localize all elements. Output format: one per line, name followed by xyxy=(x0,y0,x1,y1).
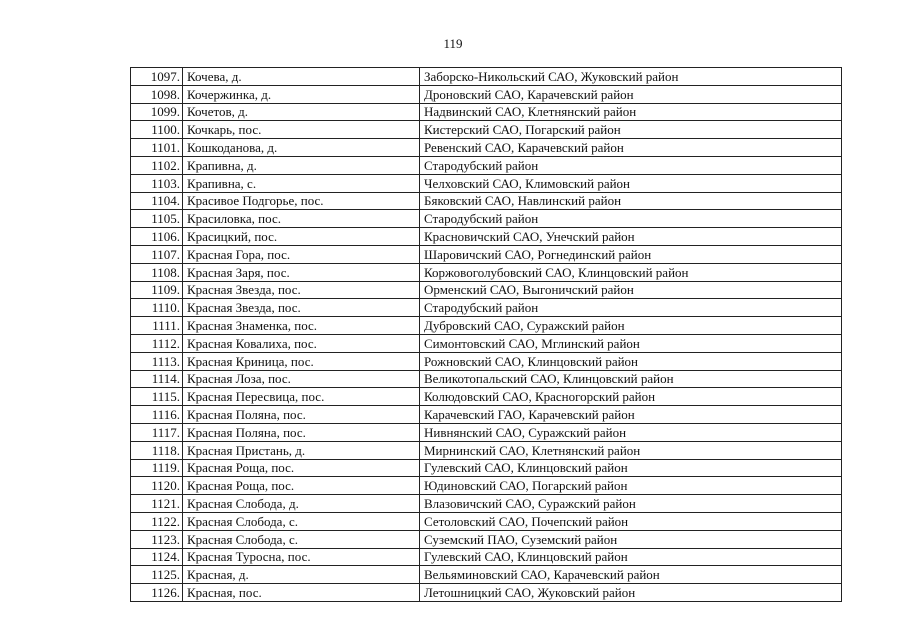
row-number: 1098. xyxy=(131,85,183,103)
table-row xyxy=(131,370,842,388)
table-row xyxy=(131,495,842,513)
table-row xyxy=(131,530,842,548)
settlement-name: Красицкий, пос. xyxy=(183,228,420,246)
administrative-area: Великотопальский САО, Клинцовский район xyxy=(420,370,842,388)
administrative-area: Нивнянский САО, Суражский район xyxy=(420,423,842,441)
table-row xyxy=(131,228,842,246)
administrative-area: Ревенский САО, Карачевский район xyxy=(420,139,842,157)
administrative-area: Мирнинский САО, Клетнянский район xyxy=(420,441,842,459)
table-row xyxy=(131,406,842,424)
settlement-name: Красная Слобода, с. xyxy=(183,512,420,530)
administrative-area: Рожновский САО, Клинцовский район xyxy=(420,352,842,370)
row-number: 1108. xyxy=(131,263,183,281)
table-row xyxy=(131,459,842,477)
row-number: 1100. xyxy=(131,121,183,139)
administrative-area: Стародубский район xyxy=(420,210,842,228)
table-row xyxy=(131,281,842,299)
row-number: 1116. xyxy=(131,406,183,424)
row-number: 1104. xyxy=(131,192,183,210)
table-row xyxy=(131,317,842,335)
administrative-area: Надвинский САО, Клетнянский район xyxy=(420,103,842,121)
row-number: 1122. xyxy=(131,512,183,530)
administrative-area: Бяковский САО, Навлинский район xyxy=(420,192,842,210)
settlement-name: Красная Туросна, пос. xyxy=(183,548,420,566)
table-row xyxy=(131,210,842,228)
settlement-name: Красивое Подгорье, пос. xyxy=(183,192,420,210)
settlement-name: Кочержинка, д. xyxy=(183,85,420,103)
settlement-name: Красная Роща, пос. xyxy=(183,459,420,477)
table-row xyxy=(131,263,842,281)
row-number: 1125. xyxy=(131,566,183,584)
settlement-name: Кочетов, д. xyxy=(183,103,420,121)
row-number: 1111. xyxy=(131,317,183,335)
administrative-area: Гулевский САО, Клинцовский район xyxy=(420,548,842,566)
administrative-area: Вельяминовский САО, Карачевский район xyxy=(420,566,842,584)
row-number: 1118. xyxy=(131,441,183,459)
administrative-area: Гулевский САО, Клинцовский район xyxy=(420,459,842,477)
administrative-area: Симонтовский САО, Мглинский район xyxy=(420,334,842,352)
row-number: 1103. xyxy=(131,174,183,192)
settlements-table xyxy=(130,67,842,602)
row-number: 1120. xyxy=(131,477,183,495)
page-number: 119 xyxy=(443,36,463,51)
settlement-name: Красная Заря, пос. xyxy=(183,263,420,281)
settlement-name: Красная Роща, пос. xyxy=(183,477,420,495)
administrative-area: Шаровичский САО, Рогнединский район xyxy=(420,245,842,263)
administrative-area: Заборско-Никольский САО, Жуковский район xyxy=(420,68,842,86)
row-number: 1101. xyxy=(131,139,183,157)
administrative-area: Юдиновский САО, Погарский район xyxy=(420,477,842,495)
settlement-name: Красная Ковалиха, пос. xyxy=(183,334,420,352)
table-body xyxy=(131,68,842,602)
table-row xyxy=(131,566,842,584)
administrative-area: Летошницкий САО, Жуковский район xyxy=(420,584,842,602)
settlement-name: Красная, пос. xyxy=(183,584,420,602)
row-number: 1112. xyxy=(131,334,183,352)
row-number: 1110. xyxy=(131,299,183,317)
table-row xyxy=(131,548,842,566)
table-row xyxy=(131,423,842,441)
row-number: 1109. xyxy=(131,281,183,299)
settlement-name: Красиловка, пос. xyxy=(183,210,420,228)
table-row xyxy=(131,512,842,530)
row-number: 1105. xyxy=(131,210,183,228)
settlement-name: Красная Поляна, пос. xyxy=(183,423,420,441)
table-row xyxy=(131,103,842,121)
administrative-area: Суземский ПАО, Суземский район xyxy=(420,530,842,548)
table-row xyxy=(131,139,842,157)
table-row xyxy=(131,334,842,352)
row-number: 1124. xyxy=(131,548,183,566)
administrative-area: Влазовичский САО, Суражский район xyxy=(420,495,842,513)
table-row xyxy=(131,388,842,406)
settlement-name: Красная Лоза, пос. xyxy=(183,370,420,388)
row-number: 1126. xyxy=(131,584,183,602)
row-number: 1106. xyxy=(131,228,183,246)
table-row xyxy=(131,441,842,459)
settlement-name: Красная Знаменка, пос. xyxy=(183,317,420,335)
settlement-name: Красная Слобода, д. xyxy=(183,495,420,513)
administrative-area: Дубровский САО, Суражский район xyxy=(420,317,842,335)
row-number: 1102. xyxy=(131,156,183,174)
administrative-area: Челховский САО, Климовский район xyxy=(420,174,842,192)
administrative-area: Красновичский САО, Унечский район xyxy=(420,228,842,246)
table-row xyxy=(131,352,842,370)
administrative-area: Дроновский САО, Карачевский район xyxy=(420,85,842,103)
administrative-area: Колюдовский САО, Красногорский район xyxy=(420,388,842,406)
row-number: 1113. xyxy=(131,352,183,370)
table-row xyxy=(131,85,842,103)
settlement-name: Кочева, д. xyxy=(183,68,420,86)
row-number: 1099. xyxy=(131,103,183,121)
administrative-area: Стародубский район xyxy=(420,156,842,174)
table-row xyxy=(131,584,842,602)
settlement-name: Красная, д. xyxy=(183,566,420,584)
administrative-area: Стародубский район xyxy=(420,299,842,317)
row-number: 1107. xyxy=(131,245,183,263)
administrative-area: Сетоловский САО, Почепский район xyxy=(420,512,842,530)
row-number: 1114. xyxy=(131,370,183,388)
row-number: 1115. xyxy=(131,388,183,406)
row-number: 1121. xyxy=(131,495,183,513)
settlement-name: Красная Пересвица, пос. xyxy=(183,388,420,406)
administrative-area: Кистерский САО, Погарский район xyxy=(420,121,842,139)
settlement-name: Крапивна, д. xyxy=(183,156,420,174)
table-row xyxy=(131,121,842,139)
settlement-name: Красная Слобода, с. xyxy=(183,530,420,548)
row-number: 1119. xyxy=(131,459,183,477)
settlement-name: Красная Звезда, пос. xyxy=(183,281,420,299)
table-row xyxy=(131,174,842,192)
settlement-name: Красная Поляна, пос. xyxy=(183,406,420,424)
row-number: 1097. xyxy=(131,68,183,86)
administrative-area: Карачевский ГАО, Карачевский район xyxy=(420,406,842,424)
table-row xyxy=(131,156,842,174)
table-row xyxy=(131,245,842,263)
settlement-name: Красная Гора, пос. xyxy=(183,245,420,263)
table-row xyxy=(131,192,842,210)
administrative-area: Орменский САО, Выгоничский район xyxy=(420,281,842,299)
settlement-name: Крапивна, с. xyxy=(183,174,420,192)
administrative-area: Коржовоголубовский САО, Клинцовский район xyxy=(420,263,842,281)
table-row xyxy=(131,299,842,317)
settlement-name: Кошкоданова, д. xyxy=(183,139,420,157)
settlement-name: Кочкарь, пос. xyxy=(183,121,420,139)
table-row xyxy=(131,477,842,495)
settlement-name: Красная Криница, пос. xyxy=(183,352,420,370)
row-number: 1123. xyxy=(131,530,183,548)
row-number: 1117. xyxy=(131,423,183,441)
settlement-name: Красная Звезда, пос. xyxy=(183,299,420,317)
table-row xyxy=(131,68,842,86)
settlement-name: Красная Пристань, д. xyxy=(183,441,420,459)
